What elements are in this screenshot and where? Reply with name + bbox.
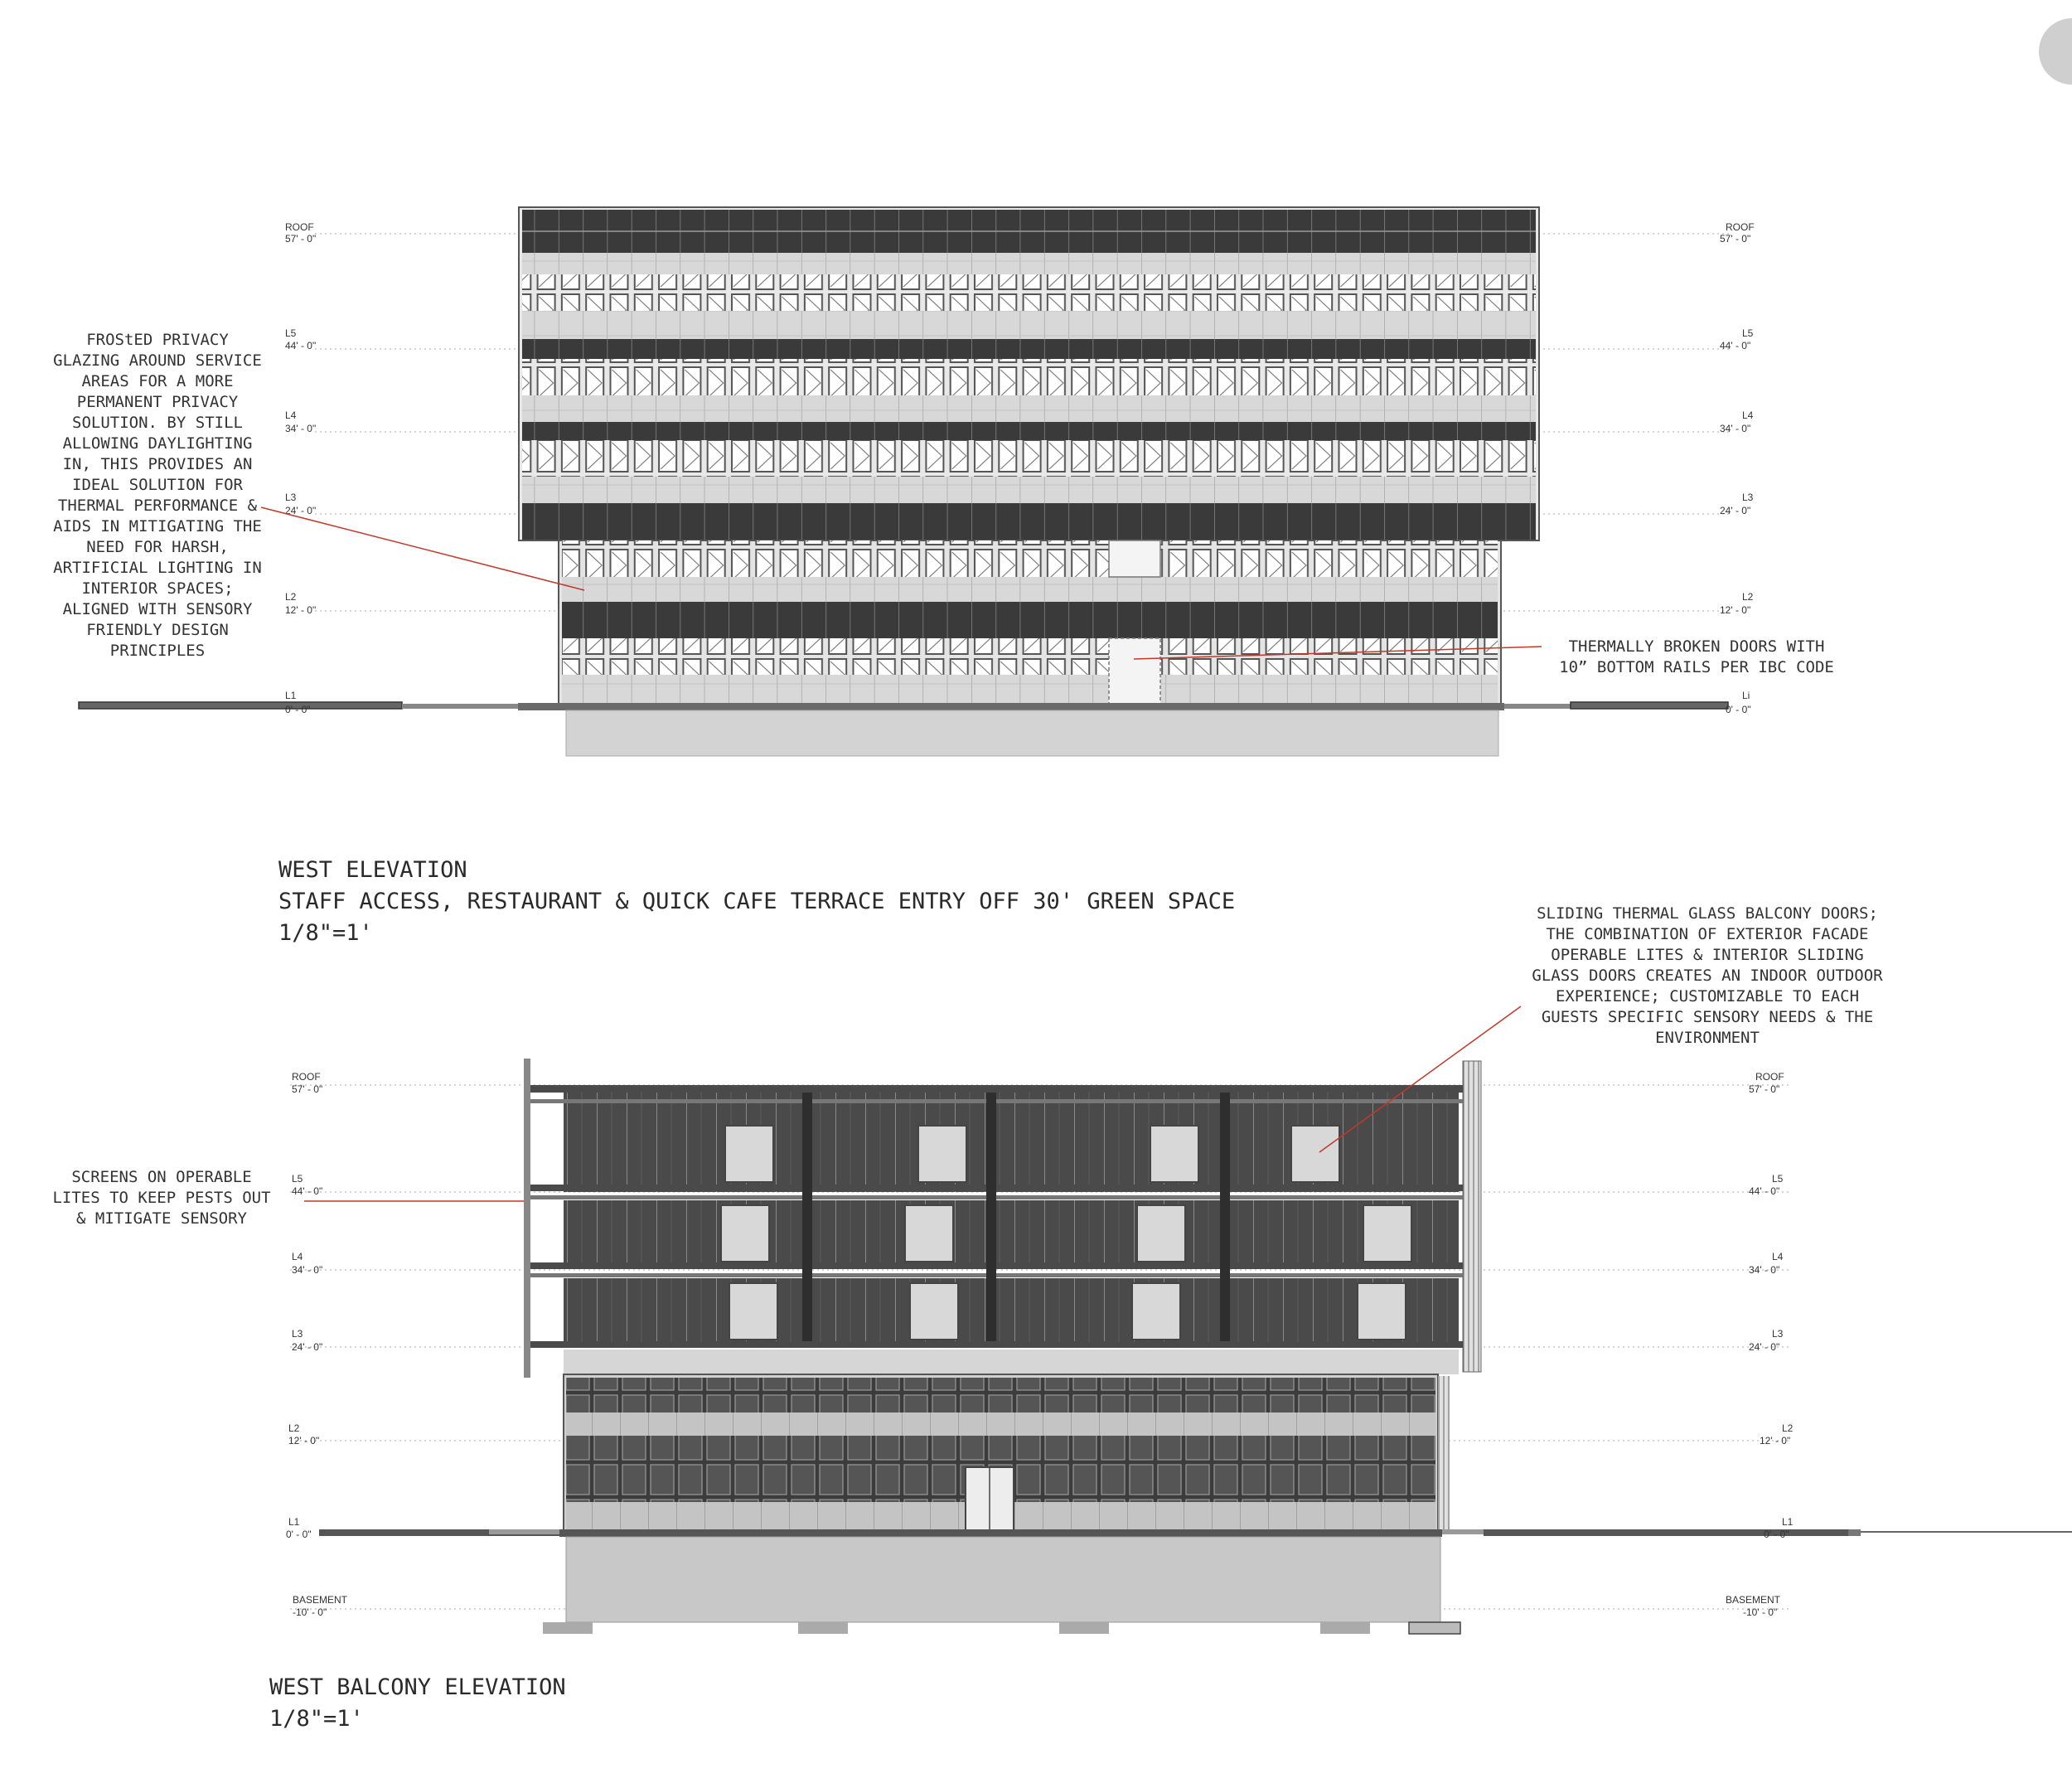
b-level-l2-right-elev: 12' - 0" — [1760, 1435, 1791, 1446]
b-level-l4-right-elev: 34' - 0" — [1749, 1264, 1780, 1276]
note-frosted-glazing: FROStED PRIVACY GLAZING AROUND SERVICE AREAS FOR A MORE PERMANENT PRIVACY SOLUTION. BY STILL ALLOWING DAYLIGHTING IN, THIS PROVIDES AN IDEAL SOLUTION FOR THERMAL PERFORMANCE & AIDS IN MITIGATING THE NEED FOR HARSH, ARTIFICIAL LIGHTING IN INTERIOR SPACES; ALIGNED WITH SENSORY FRIENDLY DESIGN PRINCIPLES — [53, 331, 262, 660]
level-l1-left-name: L1 — [285, 690, 297, 701]
level-roof-right-name: ROOF — [1726, 221, 1755, 233]
b-level-l5-left-name: L5 — [292, 1173, 303, 1185]
west-balcony-elevation-title: WEST BALCONY ELEVATION — [269, 1674, 566, 1700]
b-level-l3-left-name: L3 — [292, 1328, 303, 1340]
level-l5-left-name: L5 — [285, 327, 297, 339]
west-elevation-scale: 1/8"=1' — [278, 920, 373, 946]
level-l2-right-name: L2 — [1742, 591, 1754, 603]
b-level-roof-right-name: ROOF — [1755, 1071, 1784, 1083]
level-l3-left-name: L3 — [285, 492, 297, 503]
level-l2-left-elev: 12' - 0" — [285, 604, 317, 616]
b-level-basement-right-name: BASEMENT — [1726, 1594, 1781, 1606]
note-sliding-doors: SLIDING THERMAL GLASS BALCONY DOORS; THE COMBINATION OF EXTERIOR FACADE OPERABLE LITES & INTERIOR SLIDING GLASS DOORS CREATES AN INDOOR OUTDOOR EXPERIENCE; CUSTOMIZABLE TO EACH GUESTS SPECIFIC SENSORY NEEDS & THE ENVIRONMENT — [1532, 904, 1883, 1047]
b-level-l4-left-name: L4 — [292, 1251, 303, 1262]
west-balcony-elevation-scale: 1/8"=1' — [269, 1706, 364, 1732]
b-level-roof-left-elev: 57' - 0" — [292, 1083, 323, 1095]
level-l2-right-elev: 12' - 0" — [1720, 604, 1751, 616]
level-l3-left-elev: 24' - 0" — [285, 505, 317, 516]
level-roof-left-elev: 57' - 0" — [285, 233, 317, 245]
level-l2-left-name: L2 — [285, 591, 297, 603]
level-l5-right-name: L5 — [1742, 327, 1754, 339]
level-roof-right-elev: 57' - 0" — [1720, 233, 1751, 245]
level-l3-right-name: L3 — [1742, 492, 1754, 503]
b-level-l3-left-elev: 24' - 0" — [292, 1341, 323, 1353]
b-level-l1-right-elev: 0' - 0" — [1764, 1529, 1789, 1540]
b-level-l5-left-elev: 44' - 0" — [292, 1185, 323, 1197]
west-elevation-title: WEST ELEVATION — [278, 857, 467, 883]
b-level-roof-right-elev: 57' - 0" — [1749, 1083, 1780, 1095]
level-l4-right-elev: 34' - 0" — [1720, 423, 1751, 434]
b-level-basement-left-name: BASEMENT — [293, 1594, 348, 1606]
b-level-l1-left-elev: 0' - 0" — [286, 1529, 312, 1540]
b-level-l4-right-name: L4 — [1772, 1251, 1784, 1262]
note-thermal-doors: THERMALLY BROKEN DOORS WITH 10” BOTTOM RAILS PER IBC CODE — [1559, 637, 1834, 676]
b-level-l2-right-name: L2 — [1782, 1422, 1794, 1434]
b-level-l1-right-name: L1 — [1782, 1516, 1794, 1528]
level-l4-left-elev: 34' - 0" — [285, 423, 317, 434]
b-level-l2-left-name: L2 — [288, 1422, 300, 1434]
level-l4-left-name: L4 — [285, 409, 297, 421]
level-roof-left-name: ROOF — [285, 221, 314, 233]
b-level-basement-left-elev: -10' - 0" — [293, 1606, 327, 1618]
level-l4-right-name: L4 — [1742, 409, 1754, 421]
b-level-l3-right-name: L3 — [1772, 1328, 1784, 1340]
b-level-roof-left-name: ROOF — [292, 1071, 321, 1083]
b-level-l5-right-elev: 44' - 0" — [1749, 1185, 1780, 1197]
level-l5-left-elev: 44' - 0" — [285, 340, 317, 351]
b-level-l4-left-elev: 34' - 0" — [292, 1264, 323, 1276]
b-level-l2-left-elev: 12' - 0" — [288, 1435, 320, 1446]
west-elevation-subtitle: STAFF ACCESS, RESTAURANT & QUICK CAFE TERRACE ENTRY OFF 30' GREEN SPACE — [278, 889, 1236, 914]
b-level-basement-right-elev: -10' - 0" — [1743, 1606, 1778, 1618]
note-screens: SCREENS ON OPERABLE LITES TO KEEP PESTS OUT & MITIGATE SENSORY — [52, 1168, 271, 1228]
level-l5-right-elev: 44' - 0" — [1720, 340, 1751, 351]
b-level-l3-right-elev: 24' - 0" — [1749, 1341, 1780, 1353]
level-l3-right-elev: 24' - 0" — [1720, 505, 1751, 516]
b-level-l1-left-name: L1 — [288, 1516, 300, 1528]
level-l1-right-elev: 0' - 0" — [1726, 704, 1751, 715]
level-l1-left-elev: 0' - 0" — [285, 704, 311, 715]
b-level-l5-right-name: L5 — [1772, 1173, 1784, 1185]
level-l1-right-name: Li — [1742, 690, 1750, 701]
